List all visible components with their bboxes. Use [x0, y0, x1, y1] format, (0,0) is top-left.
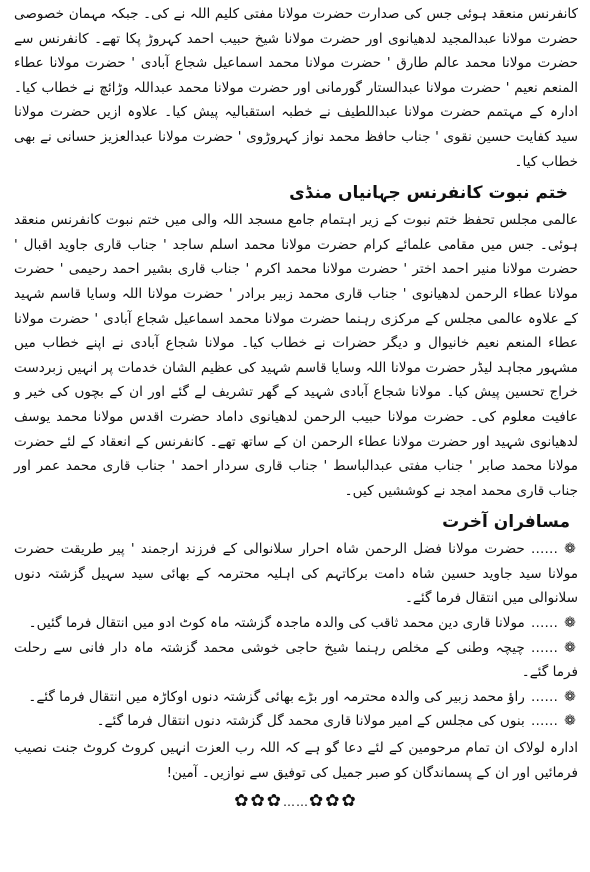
dots-leader: ……: [530, 639, 558, 656]
dots-leader: ……: [530, 713, 558, 730]
list-item: [14, 685, 578, 710]
dots-leader: ……: [530, 541, 558, 558]
list-item-text: بنوں کی مجلس کے امیر مولانا قاری محمد گل گزشتہ دنوں انتقال فرما گئے۔: [96, 713, 525, 730]
dots-leader: ……: [530, 615, 558, 632]
conference-paragraph: عالمی مجلس تحفظ ختم نبوت کے زیر اہتمام جامع مسجد اللہ والی میں ختم نبوت کانفرنس منعقد ہوئی۔ جس میں مقامی علمائے کرام حضرت مولانا محمد اسلم ساجد ' جناب قاری جاوید اقبال ' حضرت مولانا منیر احمد اختر ' حضرت مولانا محمد اکرم ' جناب قاری بشیر احمد رحیمی ' حضرت مولانا عطاء الرحمن لدھیانوی ' جناب قاری محمد زبیر برادر ' حضرت مولانا اللہ وسایا قاسم شہید کے علاوہ عالمی مجلس کے مرکزی رہنما حضرت مولانا محمد اسماعیل شجاع آبادی ' حضرت مولانا عطاء المنعم نعیم خانیوال و دیگر حضرات نے خطاب کیا۔ مولانا شجاع آبادی نے اپنے خطاب میں مشہور مجاہد لیڈر حضرت مولانا اللہ وسایا قاسم شہید کی عظیم الشان خدمات پر انہیں زبردست خراج تحسین پیش کیا۔ مولانا شجاع آبادی شہید کے گھر تشریف لے گئے اور ان کے بچوں کی خیر و عافیت معلوم کی۔ حضرت مولانا حبیب الرحمن لدھیانوی داماد حضرت اقدس مولانا محمد یوسف لدھیانوی شہید اور حضرت مولانا عطاء الرحمن ان کے ساتھ تھے۔ کانفرنس کے انعقاد کے لئے حضرت مولانا محمد صابر ' جناب مفتی عبدالباسط ' جناب قاری سردار احمد ' جناب قاری محمد عمر اور جناب قاری محمد امجد نے کوششیں کیں۔: [14, 212, 578, 499]
flower-bullet-icon: ❁: [564, 688, 576, 705]
flower-ornament-icon: ✿✿✿: [234, 791, 283, 812]
flower-bullet-icon: ❁: [564, 713, 576, 730]
section-heading-musafiran-e-akhirat: مسافران آخرت: [442, 512, 570, 533]
list-item-text: راؤ محمد زبیر کی والدہ محترمہ اور بڑے بھائی گزشتہ دنوں اوکاڑہ میں انتقال فرما گئے۔: [28, 688, 525, 705]
intro-paragraph: کانفرنس منعقد ہوئی جس کی صدارت حضرت مولانا مفتی کلیم اللہ نے کی۔ جبکہ مہمان خصوصی حضرت مولانا عبدالمجید لدھیانوی اور حضرت مولانا شیخ حبیب احمد کہروڑ پکا تھے۔ کانفرنس سے حضرت مولانا محمد عالم طارق ' حضرت مولانا محمد اسماعیل شجاع آبادی ' حضرت مولانا عطاء المنعم نعیم ' حضرت مولانا عبدالستار گورمانی اور حضرت مولانا محمد عبداللہ وڑائچ نے خطاب کیا۔ ادارہ کے مہتمم حضرت مولانا عبداللطیف نے خطبہ استقبالیہ پیش کیا۔ علاوہ ازیں حضرت مولانا سید کفایت حسین نقوی ' جناب حافظ محمد نواز کہروڑوی ' حضرت مولانا عبدالعزیز حسانی نے بھی خطاب کیا۔: [14, 6, 578, 170]
end-ornament: [14, 791, 578, 811]
flower-bullet-icon: ❁: [564, 615, 576, 632]
flower-bullet-icon: ❁: [564, 639, 576, 656]
flower-ornament-icon: ✿✿✿: [309, 791, 358, 812]
dots-leader: ……: [530, 688, 558, 705]
list-item: [14, 537, 578, 611]
list-item-text: چیچہ وطنی کے مخلص رہنما شیخ حاجی خوشی محمد گزشتہ ماہ دار فانی سے رحلت فرما گئے۔: [14, 639, 578, 681]
obituary-list: [14, 537, 578, 734]
flower-bullet-icon: ❁: [564, 541, 576, 558]
closing-prayer-paragraph: ادارہ لولاک ان تمام مرحومین کے لئے دعا گو ہے کہ اللہ رب العزت انہیں کروٹ کروٹ جنت نصیب فرمائیں اور ان کے پسماندگان کو صبر جمیل کی توفیق سے نوازیں۔ آمین!: [14, 740, 578, 781]
ornament-separator: ……: [283, 795, 309, 810]
list-item: [14, 611, 578, 636]
section-heading-khatm-e-nabuwwat-conference: ختم نبوت کانفرنس جہانیاں منڈی: [289, 183, 568, 204]
list-item: [14, 636, 578, 685]
list-item: [14, 709, 578, 734]
list-item-text: مولانا قاری دین محمد ثاقب کی والدہ ماجدہ گزشتہ ماہ کوٹ ادو میں انتقال فرما گئیں۔: [28, 615, 525, 632]
list-item-text: حضرت مولانا فضل الرحمن شاہ احرار سلانوالی کے فرزند ارجمند ' پیر طریقت حضرت مولانا سید جاوید حسین شاہ دامت برکاتہم کی اہلیہ محترمہ کے بھائی سید سہیل گزشتہ دنوں سلانوالی میں انتقال فرما گئے۔: [14, 541, 578, 607]
